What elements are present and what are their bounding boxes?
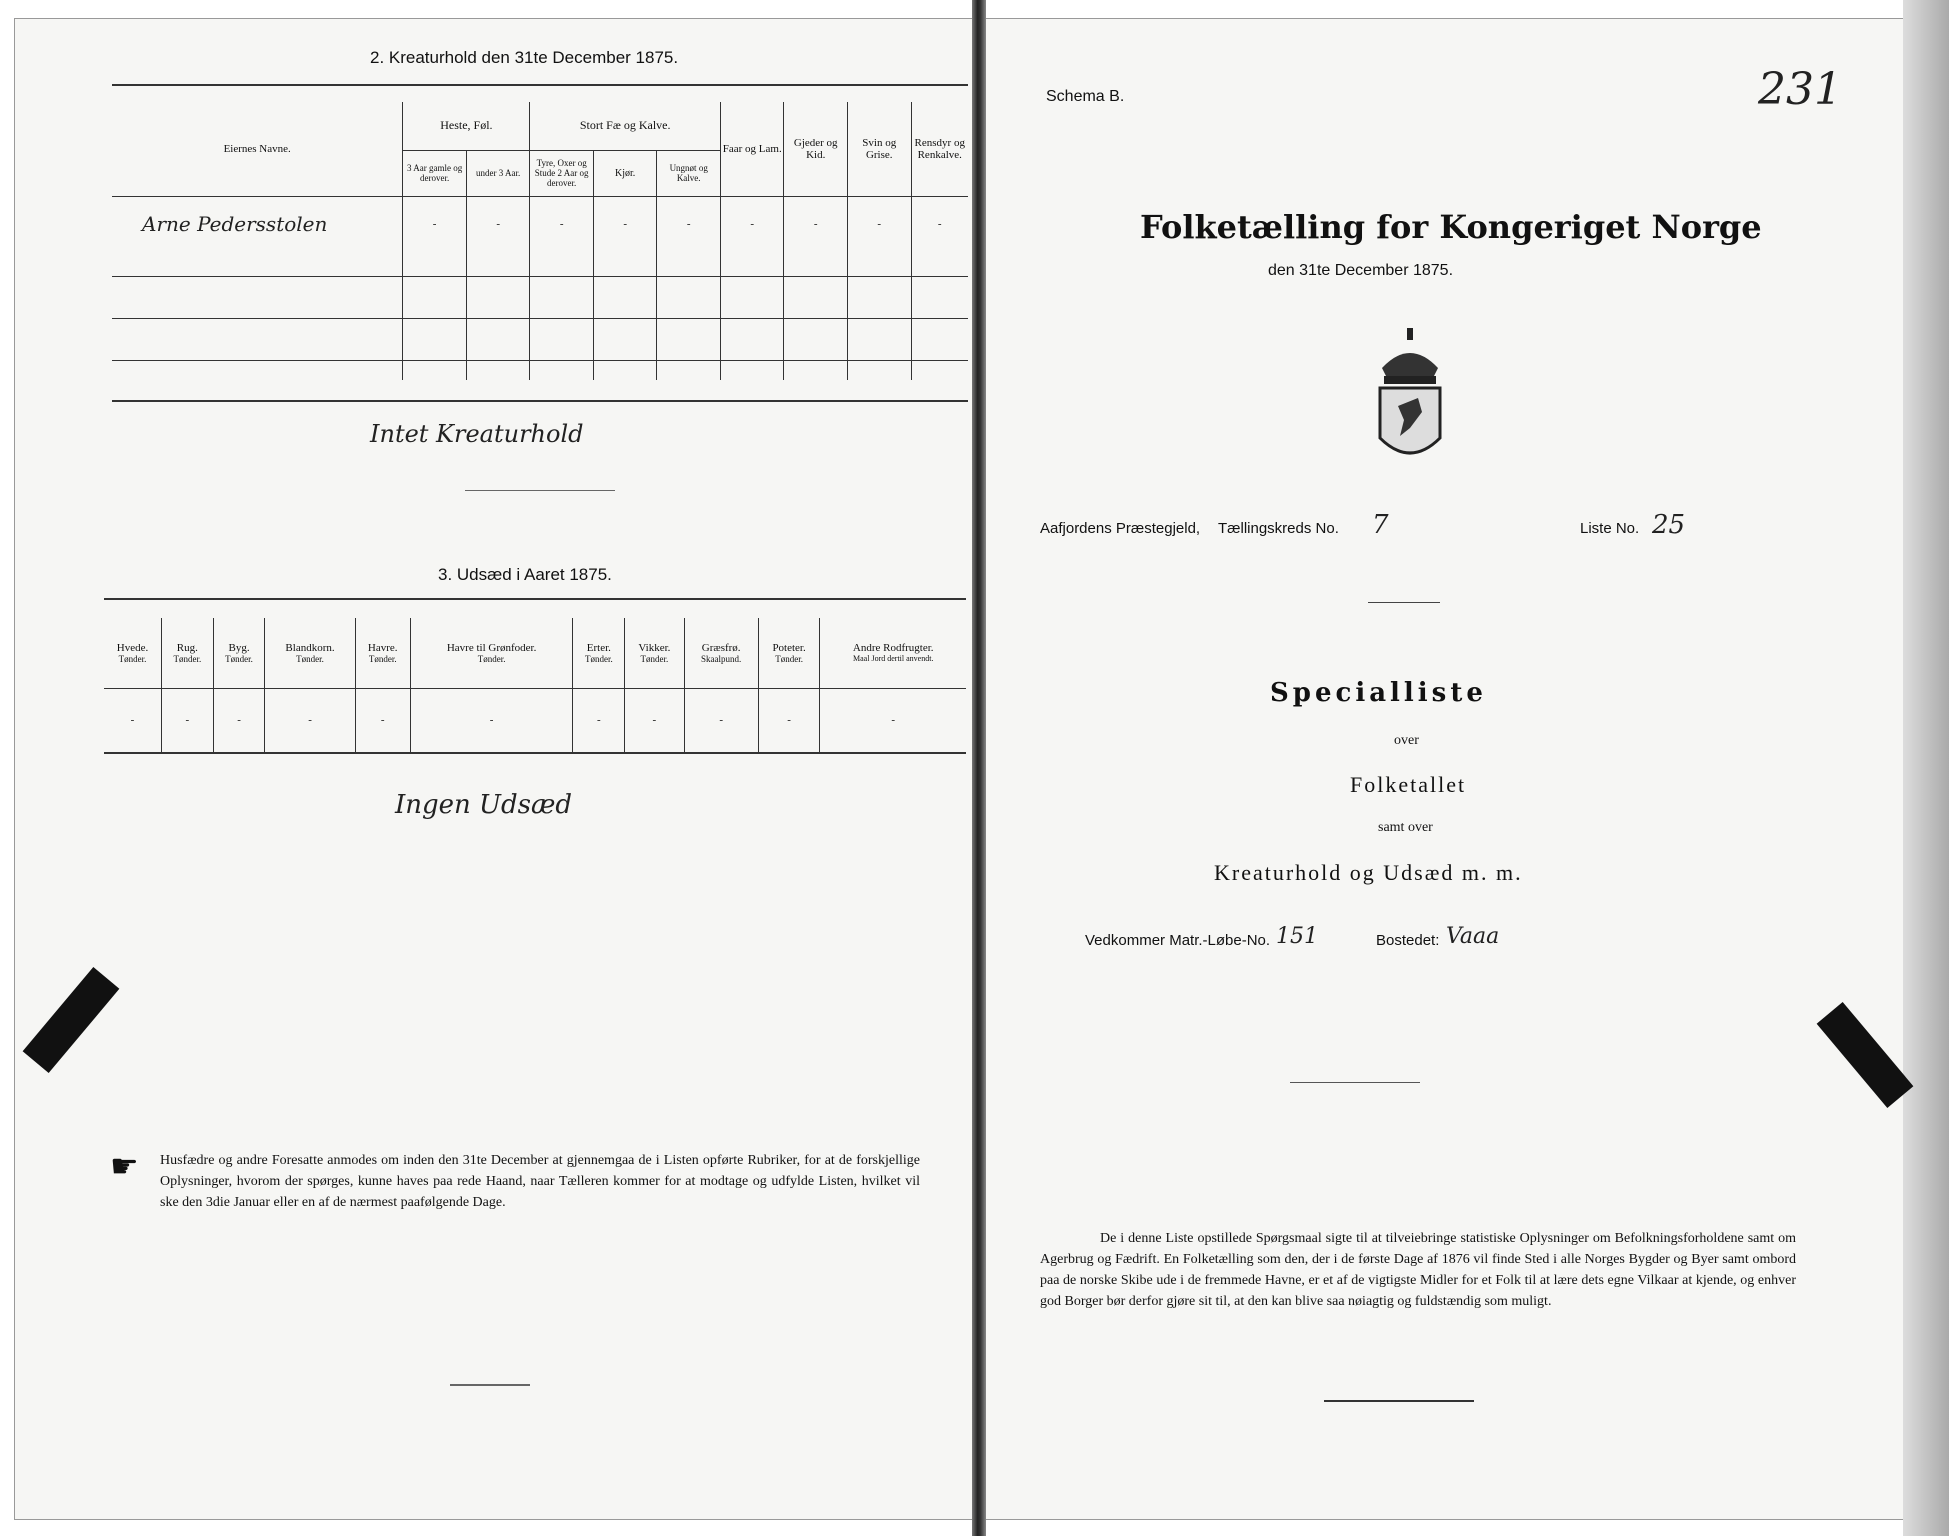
section3-title: 3. Udsæd i Aaret 1875. xyxy=(438,565,612,584)
livestock-cell: - xyxy=(784,196,848,252)
special-title: Specialliste xyxy=(1270,678,1487,708)
divider xyxy=(1290,1082,1420,1083)
samt-over-text: samt over xyxy=(1378,820,1433,835)
pointing-hand-icon: ☛ xyxy=(110,1148,139,1184)
col-pigs: Svin og Grise. xyxy=(847,102,911,196)
livestock-cell: - xyxy=(657,196,721,252)
seed-cell: - xyxy=(758,688,820,752)
seed-table xyxy=(104,618,966,752)
seed-cell: - xyxy=(410,688,573,752)
bosted-value: Vaaa xyxy=(1446,924,1500,949)
livestock-cell: - xyxy=(530,196,594,252)
col-cattle-cows: Kjør. xyxy=(593,150,657,196)
document-subtitle: den 31te December 1875. xyxy=(1268,262,1454,279)
seed-col-havre: Havre. Tønder. xyxy=(355,618,410,688)
col-cattle-young: Ungnøt og Kalve. xyxy=(657,150,721,196)
divider xyxy=(450,1384,530,1386)
col-reindeer: Rensdyr og Renkalve. xyxy=(911,102,968,196)
col-horses-under3: under 3 Aar. xyxy=(466,150,530,196)
district-no: 7 xyxy=(1372,510,1389,540)
livestock-cell: - xyxy=(720,196,784,252)
seed-col-erter: Erter. Tønder. xyxy=(573,618,625,688)
livestock-cell: - xyxy=(593,196,657,252)
seed-cell: - xyxy=(130,714,135,727)
matr-no: 151 xyxy=(1276,924,1318,949)
footer-text: De i denne Liste opstillede Spørgsmaal sigte til at tilveiebringe statistiske Oplysninger om Befolkningsforholdene samt om Agerbrug og Fædrift. En Folketælling som den, der i de første Dage af 1876 vil finde Sted i alle Norges Bygder og Byer samt ombord paa de norske Skibe ude i de fremmede Havne, er et af de vigtigste Midler for et Folk til at lære dets egne Vilkaar at kjende, og enhver god Borger bør derfor gjøre sit til, at den kan blive saa nøiagtig og fuldstændig som muligt. xyxy=(1040,1231,1796,1309)
folketallet-text: Folketallet xyxy=(1350,772,1467,797)
over-text: over xyxy=(1394,733,1419,748)
page-number: 231 xyxy=(1758,64,1842,115)
livestock-cell: - xyxy=(403,196,467,252)
seed-cell: - xyxy=(161,688,213,752)
seed-col-hvede: Hvede. Tønder. xyxy=(104,618,161,688)
seed-col-blandkorn: Blandkorn. Tønder. xyxy=(265,618,355,688)
schema-label: Schema B. xyxy=(1046,88,1125,105)
list-no: 25 xyxy=(1652,510,1686,540)
section2-title: 2. Kreaturhold den 31te December 1875. xyxy=(370,48,679,67)
seed-note: Ingen Udsæd xyxy=(395,790,573,820)
livestock-note: Intet Kreaturhold xyxy=(370,420,584,448)
col-cattle-oxen: Tyre, Oxer og Stude 2 Aar og derover. xyxy=(530,150,594,196)
livestock-cell: - xyxy=(847,196,911,252)
seed-col-grasfro: Græsfrø. Skaalpund. xyxy=(684,618,758,688)
seed-col-gronfoder: Havre til Grønfoder. Tønder. xyxy=(410,618,573,688)
page-edge xyxy=(1903,0,1949,1536)
matr-label: Vedkommer Matr.-Løbe-No. xyxy=(1085,932,1271,949)
col-sheep: Faar og Lam. xyxy=(720,102,784,196)
notice-text: Husfædre og andre Foresatte anmodes om inden den 31te December at gjennemgaa de i Listen opførte Rubriker, for at de forskjellige Oplysninger, hvorom der spørges, kunne haves paa rede Haand, naar Tælleren kommer for at modtage og udfylde Listen, hvilket vil ske den 3die Januar eller en af de nærmest paafølgende Dage. xyxy=(160,1153,920,1210)
kreaturhold-text: Kreaturhold og Udsæd m. m. xyxy=(1214,860,1523,885)
document-title: Folketælling for Kongeriget Norge xyxy=(1140,208,1762,246)
livestock-table xyxy=(112,102,968,380)
seed-col-rodfrugter: Andre Rodfrugter. Maal Jord dertil anvendt. xyxy=(820,618,966,688)
seed-col-vikker: Vikker. Tønder. xyxy=(625,618,684,688)
divider xyxy=(1324,1400,1474,1402)
seed-col-rug: Rug. Tønder. xyxy=(161,618,213,688)
col-horses-3plus: 3 Aar gamle og derover. xyxy=(403,150,467,196)
seed-cell: - xyxy=(265,688,355,752)
list-label: Liste No. xyxy=(1580,520,1640,537)
col-horses: Heste, Føl. xyxy=(403,102,530,150)
seed-col-poteter: Poteter. Tønder. xyxy=(758,618,820,688)
bosted-label: Bostedet: xyxy=(1376,932,1440,949)
seed-cell: - xyxy=(684,688,758,752)
seed-col-byg: Byg. Tønder. xyxy=(213,618,265,688)
livestock-cell: - xyxy=(911,196,968,252)
col-owner: Eiernes Navne. xyxy=(112,102,403,196)
district-label: Tællingskreds No. xyxy=(1218,520,1339,537)
seed-cell: - xyxy=(573,688,625,752)
rule xyxy=(112,84,968,86)
divider xyxy=(1368,602,1440,603)
livestock-owner: Arne Pedersstolen xyxy=(142,212,328,237)
seed-cell: - xyxy=(820,688,966,752)
coat-of-arms-icon xyxy=(1370,328,1450,478)
seed-cell: - xyxy=(355,688,410,752)
seed-cell: - xyxy=(625,688,684,752)
book-gutter xyxy=(972,0,986,1536)
col-goats: Gjeder og Kid. xyxy=(784,102,848,196)
seed-cell: - xyxy=(213,688,265,752)
livestock-cell: - xyxy=(466,196,530,252)
parish-label: Aafjordens Præstegjeld, xyxy=(1040,520,1201,537)
divider xyxy=(465,490,615,491)
col-cattle: Stort Fæ og Kalve. xyxy=(530,102,721,150)
